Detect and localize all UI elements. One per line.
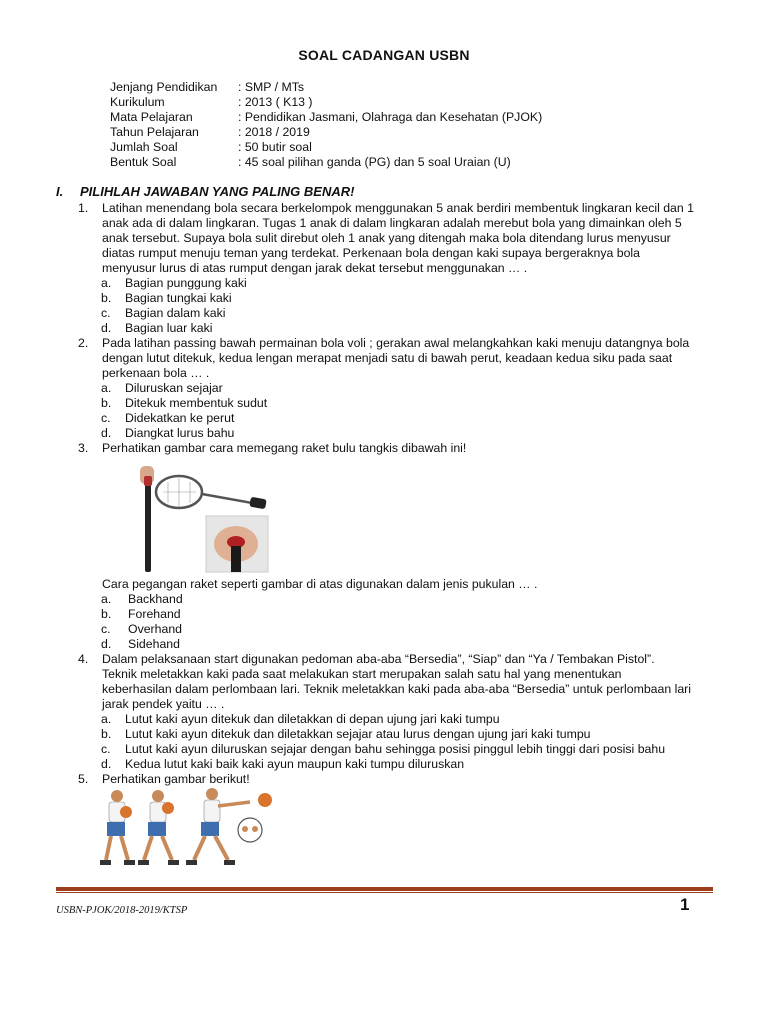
option-letter: c. (101, 411, 111, 425)
option-letter: b. (101, 727, 112, 741)
question-line: Perhatikan gambar berikut! (102, 772, 250, 786)
question-text (102, 201, 722, 276)
question-line: Teknik meletakkan kaki pada saat melakukan start merupakan salah satu hal yang menentukan (102, 667, 622, 681)
option-text: Diluruskan sejajar (125, 381, 223, 395)
question-number: 2. (78, 336, 89, 350)
question-text (102, 652, 722, 712)
question-3-ask: Cara pegangan raket seperti gambar di atas digunakan dalam jenis pukulan … . (102, 577, 538, 591)
option-letter: d. (101, 426, 112, 440)
option-letter: a. (101, 592, 112, 606)
info-value: : 50 butir soal (238, 140, 312, 154)
option-text: Bagian tungkai kaki (125, 291, 232, 305)
option-text: Overhand (128, 622, 183, 636)
grip-tape (144, 476, 152, 486)
question-line: keberhasilan dalam perlombaan lari. Teknik meletakkan kaki pada aba-aba “Bersedia” untuk perlombaan lari (102, 682, 691, 696)
footer-text: USBN-PJOK/2018-2019/KTSP (56, 905, 188, 916)
option-letter: b. (101, 396, 112, 410)
option-letter: c. (101, 742, 111, 756)
info-key: Kurikulum (110, 95, 165, 109)
question-number: 5. (78, 772, 89, 786)
question-text (102, 336, 722, 381)
question-number: 3. (78, 441, 89, 455)
info-key: Tahun Pelajaran (110, 125, 199, 139)
basketball-chest-pass-figure (100, 786, 280, 870)
question-line: Dalam pelaksanaan start digunakan pedoman aba-aba “Bersedia”, “Siap” dan “Ya / Tembakan Pistol”. (102, 652, 655, 666)
footer-rule-thin (56, 892, 713, 893)
player-2 (138, 790, 179, 865)
info-value: : 2018 / 2019 (238, 125, 310, 139)
option-letter: a. (101, 381, 112, 395)
option-letter: d. (101, 321, 112, 335)
document-title: SOAL CADANGAN USBN (298, 47, 470, 63)
page-number: 1 (680, 895, 690, 914)
info-value: : 2013 ( K13 ) (238, 95, 313, 109)
section-number: I. (56, 184, 64, 199)
info-key: Jenjang Pendidikan (110, 80, 218, 94)
hands-detail (238, 818, 262, 842)
info-key: Jumlah Soal (110, 140, 178, 154)
footer-rule (56, 887, 713, 891)
option-text: Bagian dalam kaki (125, 306, 226, 320)
option-text: Ditekuk membentuk sudut (125, 396, 268, 410)
player-1 (100, 790, 135, 865)
info-key: Bentuk Soal (110, 155, 177, 169)
racket-handle-horizontal (249, 497, 266, 510)
option-text: Bagian punggung kaki (125, 276, 247, 290)
option-text: Lutut kaki ayun ditekuk dan diletakkan di depan ujung jari kaki tumpu (125, 712, 500, 726)
info-row (110, 110, 542, 125)
option-text: Kedua lutut kaki baik kaki ayun maupun kaki tumpu diluruskan (125, 757, 465, 771)
option-letter: a. (101, 276, 112, 290)
info-value: : Pendidikan Jasmani, Olahraga dan Kesehatan (PJOK) (238, 110, 543, 124)
info-key: Mata Pelajaran (110, 110, 193, 124)
info-row (110, 95, 542, 110)
option-letter: b. (101, 607, 112, 621)
question-text (102, 441, 722, 456)
option-letter: a. (101, 712, 112, 726)
option-text: Lutut kaki ayun ditekuk dan diletakkan sejajar atau lurus dengan ujung jari kaki tumpu (125, 727, 591, 741)
question-line: jarak pendek yaitu … . (102, 697, 225, 711)
racket-handle-vertical (145, 480, 151, 572)
player-3 (186, 788, 272, 865)
option-text: Backhand (128, 592, 183, 606)
section-heading (56, 184, 354, 199)
question-text (102, 772, 722, 787)
option-letter: b. (101, 291, 112, 305)
info-value: : SMP / MTs (238, 80, 305, 94)
question-line: perkenaan bola … . (102, 366, 210, 380)
racket-grip-figure (118, 458, 274, 576)
option-text: Bagian luar kaki (125, 321, 213, 335)
option-text: Lutut kaki ayun diluruskan sejajar dengan bahu sehingga posisi pinggul lebih tinggi dari posisi bahu (125, 742, 666, 756)
question-line: anak tersebut. Supaya bola sulit direbut oleh 1 anak yang ditengah maka bola ditendang lurus menyusur (102, 231, 671, 245)
exam-info (110, 80, 542, 170)
option-text: Diangkat lurus bahu (125, 426, 235, 440)
info-row (110, 80, 542, 95)
option-text: Sidehand (128, 637, 180, 651)
option-text: Forehand (128, 607, 181, 621)
question-line: Perhatikan gambar cara memegang raket bulu tangkis dibawah ini! (102, 441, 467, 455)
question-number: 4. (78, 652, 89, 666)
question-line: Latihan menendang bola secara berkelompok menggunakan 5 anak berdiri membentuk lingkaran kecil dan 1 (102, 201, 694, 215)
option-letter: c. (101, 306, 111, 320)
question-line: menyusur lurus di atas rumput dengan jarak dekat tersebut menggunakan … . (102, 261, 528, 275)
info-row (110, 125, 542, 140)
option-letter: c. (101, 622, 111, 636)
section-title: PILIHLAH JAWABAN YANG PALING BENAR! (80, 184, 355, 199)
option-text: Didekatkan ke perut (125, 411, 235, 425)
question-line: dengan lutut ditekuk, kedua lengan merapat menjadi satu di bawah perut, keadaan kedua siku pada saat (102, 351, 673, 365)
info-row (110, 155, 542, 170)
question-line: diatas rumput menuju teman yang terdekat. Perkenaan bola dengan kaki supaya bergeraknya bola (102, 246, 640, 260)
question-line: Pada latihan passing bawah permainan bola voli ; gerakan awal melangkahkan kaki menuju datangnya bola (102, 336, 690, 350)
question-line: anak ada di dalam lingkaran. Tugas 1 anak di dalam lingkaran adalah merebut bola yang dimainkan oleh 5 (102, 216, 682, 230)
option-letter: d. (101, 757, 112, 771)
option-letter: d. (101, 637, 112, 651)
info-row (110, 140, 542, 155)
racket-shaft (202, 494, 258, 504)
info-value: : 45 soal pilihan ganda (PG) dan 5 soal Uraian (U) (238, 155, 511, 169)
question-number: 1. (78, 201, 89, 215)
